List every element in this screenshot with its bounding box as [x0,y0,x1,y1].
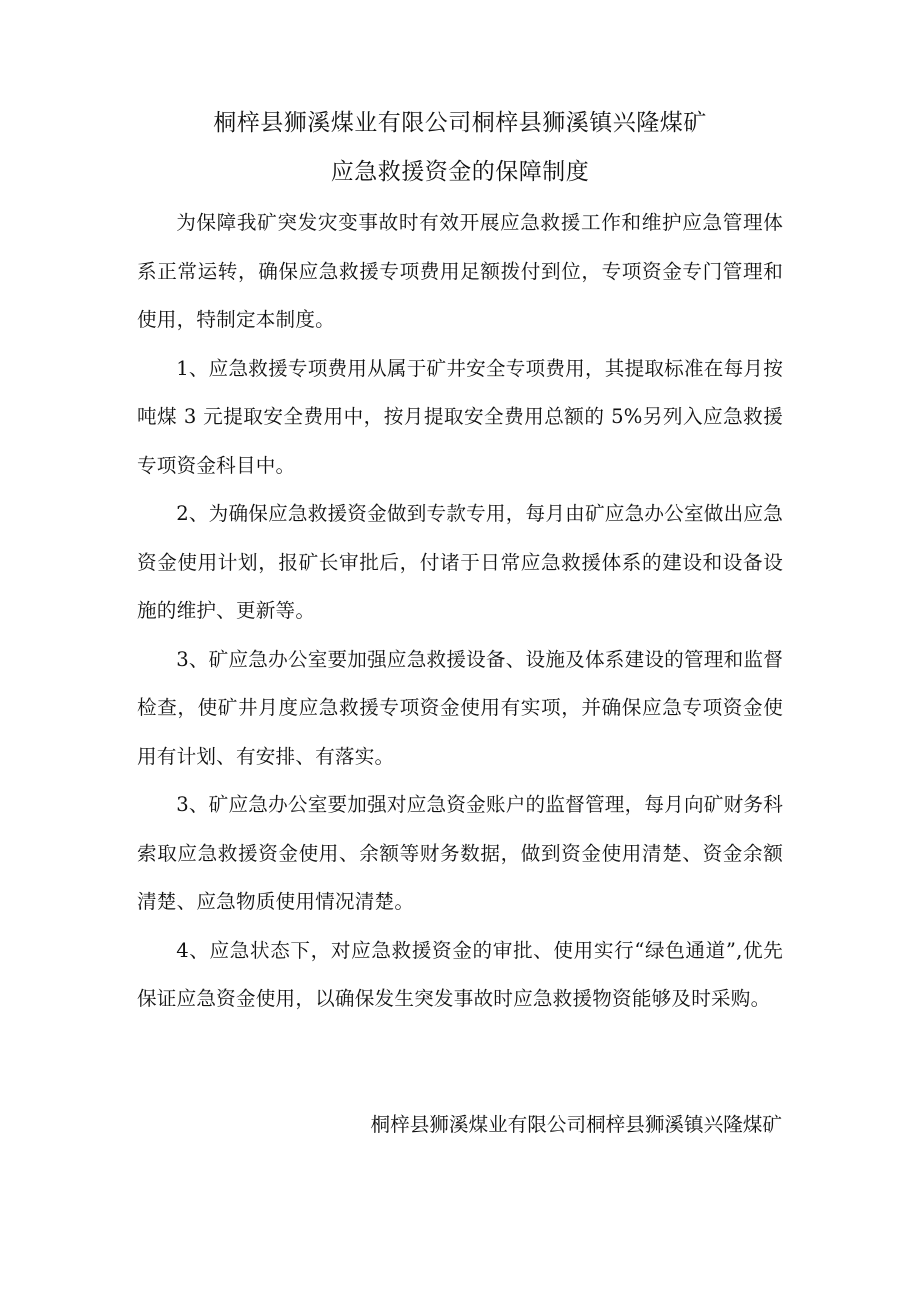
document-title-line1: 桐梓县狮溪煤业有限公司桐梓县狮溪镇兴隆煤矿 [213,110,707,136]
document-title-line2: 应急救援资金的保障制度 [330,159,590,185]
paragraph-item-1: 1、应急救援专项费用从属于矿井安全专项费用，其提取标准在每月按吨煤 3 元提取安全费用中，按月提取安全费用总额的 5%另列入应急救援专项资金科目中。 [137,356,783,477]
paragraph-item-4: 4、应急状态下，对应急救援资金的审批、使用实行“绿色通道”,优先保证应急资金使用，以确保发生突发事故时应急救援物资能够及时采购。 [137,938,783,1010]
paragraph-item-2: 2、为确保应急救援资金做到专款专用，每月由矿应急办公室做出应急资金使用计划，报矿长审批后，付诸于日常应急救援体系的建设和设备设施的维护、更新等。 [137,502,783,622]
paragraph-item-3b: 3、矿应急办公室要加强对应急资金账户的监督管理，每月向矿财务科索取应急救援资金使用、余额等财务数据，做到资金使用清楚、资金余额清楚、应急物质使用情况清楚。 [137,793,783,913]
paragraph-intro: 为保障我矿突发灾变事故时有效开展应急救援工作和维护应急管理体系正常运转，确保应急救援专项费用足额拨付到位，专项资金专门管理和使用，特制定本制度。 [137,211,783,331]
document-body [137,199,783,1024]
document-signature: 桐梓县狮溪煤业有限公司桐梓县狮溪镇兴隆煤矿 [370,1113,782,1136]
paragraph-item-3a: 3、矿应急办公室要加强应急救援设备、设施及体系建设的管理和监督检查，使矿井月度应急救援专项资金使用有实项，并确保应急专项资金使用有计划、有安排、有落实。 [137,647,783,768]
